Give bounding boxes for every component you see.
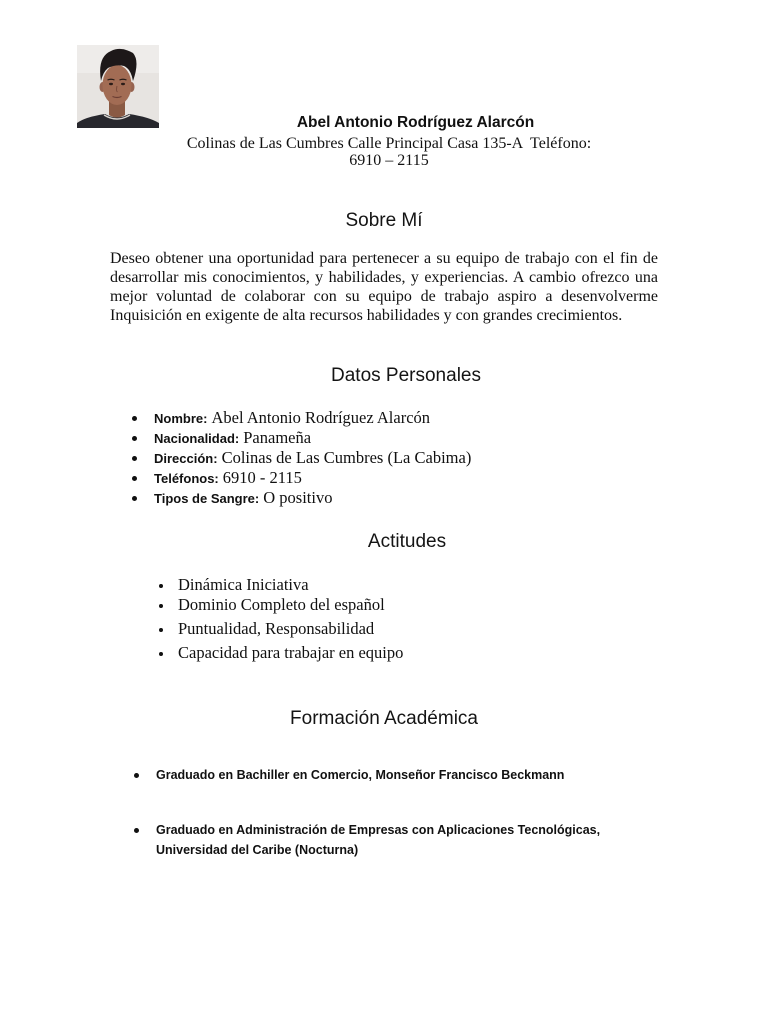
list-item: [0, 619, 768, 639]
full-name: Abel Antonio Rodríguez Alarcón: [296, 114, 535, 131]
contact-block: [10, 135, 768, 169]
bullet-icon: [159, 604, 163, 608]
bullet-icon: [134, 828, 139, 833]
about-line: desarrollar mis conocimientos, y habilidades, y experiencias. A cambio ofrezco una: [110, 269, 658, 286]
about-line: mejor voluntad de colaborar con su equipo de trabajo aspiro a desenvolverme: [110, 288, 658, 305]
about-paragraph: [110, 249, 658, 325]
education-list: [0, 765, 768, 860]
bullet-icon: [132, 496, 137, 501]
about-line: Inquisición en exigente de alta recursos habilidades y con grandes crecimientos.: [110, 307, 623, 324]
list-item: [0, 820, 768, 860]
education-text: Graduado en Administración de Empresas con Aplicaciones Tecnológicas,: [156, 823, 601, 837]
field-value: Panameña: [243, 428, 312, 447]
education-text: Graduado en Bachiller en Comercio, Monseñor Francisco Beckmann: [156, 768, 565, 782]
attitudes-list: [0, 575, 768, 663]
list-item: [0, 595, 768, 615]
field-value: O positivo: [263, 488, 333, 507]
about-line: Deseo obtener una oportunidad para pertenecer a su equipo de trabajo con el fin de: [110, 250, 658, 267]
list-item: [0, 448, 768, 468]
bullet-icon: [134, 773, 139, 778]
education-text: Universidad del Caribe (Nocturna): [156, 843, 359, 857]
list-item: [0, 488, 768, 508]
attitude-text: Dominio Completo del español: [178, 595, 385, 614]
field-label: Teléfonos:: [154, 471, 219, 486]
bullet-icon: [132, 476, 137, 481]
bullet-icon: [159, 628, 163, 632]
field-label: Tipos de Sangre:: [154, 491, 260, 506]
about-heading: Sobre Mí: [345, 210, 423, 231]
phone-number: 6910 – 2115: [349, 152, 429, 169]
attitude-text: Puntualidad, Responsabilidad: [178, 619, 375, 638]
field-value: 6910 - 2115: [222, 468, 302, 487]
address-line: Colinas de Las Cumbres Calle Principal Casa 135-A Teléfono:: [186, 135, 592, 152]
list-item: [0, 408, 768, 428]
list-item: [0, 468, 768, 488]
attitudes-heading: Actitudes: [367, 531, 447, 552]
bullet-icon: [132, 456, 137, 461]
field-value: Colinas de Las Cumbres (La Cabima): [221, 448, 472, 467]
bullet-icon: [132, 436, 137, 441]
field-label: Nombre:: [154, 411, 208, 426]
attitude-text: Capacidad para trabajar en equipo: [178, 643, 404, 662]
field-label: Dirección:: [154, 451, 218, 466]
list-item: [0, 428, 768, 448]
bullet-icon: [159, 652, 163, 656]
education-heading: Formación Académica: [290, 708, 478, 729]
personal-data-list: [0, 408, 768, 508]
list-item: [0, 575, 768, 595]
bullet-icon: [159, 584, 163, 588]
attitude-text: Dinámica Iniciativa: [178, 575, 309, 594]
field-label: Nacionalidad:: [154, 431, 240, 446]
field-value: Abel Antonio Rodríguez Alarcón: [211, 408, 431, 427]
bullet-icon: [132, 416, 137, 421]
list-item: [0, 765, 768, 785]
list-item: [0, 643, 768, 663]
personal-data-heading: Datos Personales: [331, 365, 481, 386]
